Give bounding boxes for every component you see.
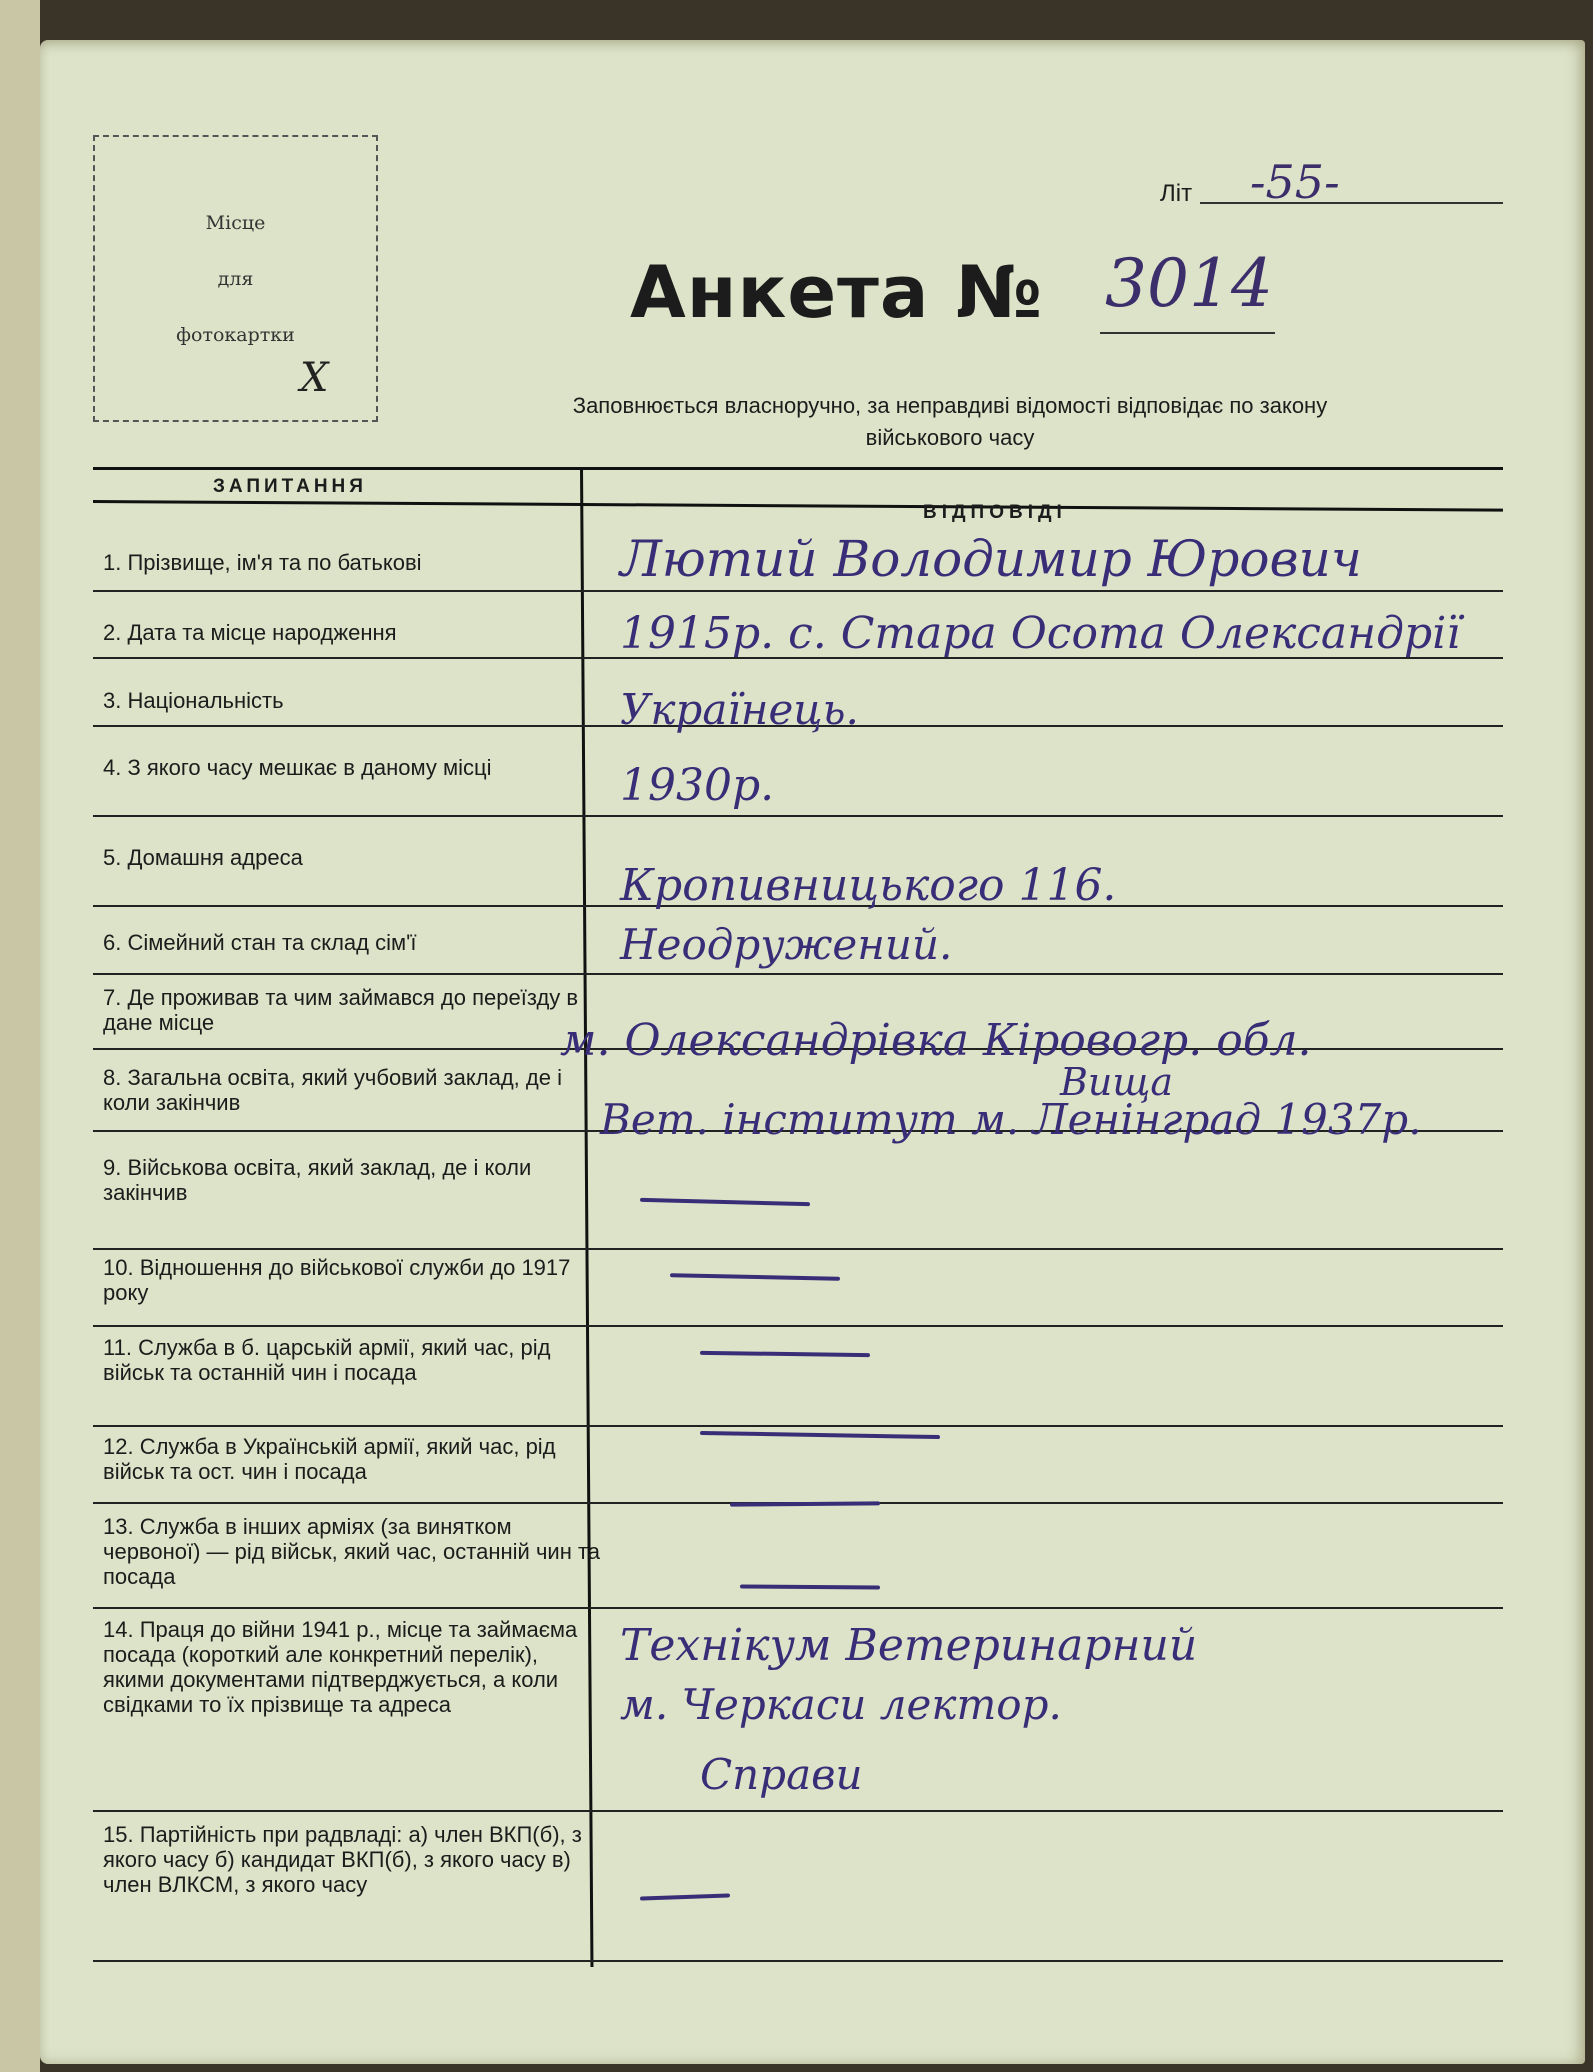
answer-work-line1: Технікум Ветеринарний <box>620 1620 1198 1671</box>
answer-address: Кропивницького 116. <box>620 860 1117 911</box>
question-label: 8. Загальна освіта, який учбовий заклад, де і коли закінчив <box>103 1065 562 1115</box>
answer-dash <box>730 1501 880 1506</box>
photo-label-line1: Місце <box>205 211 266 234</box>
questionnaire-page <box>40 40 1585 2064</box>
question-label: 10. Відношення до військової служби до 1917 року <box>103 1255 571 1305</box>
subtitle <box>400 390 1500 454</box>
answer-dash <box>670 1273 840 1281</box>
answer-dash <box>640 1893 730 1900</box>
subtitle-line1: Заповнюється власноручно, за неправдиві відомості відповідає по закону <box>572 393 1328 418</box>
row-line <box>93 1425 1503 1427</box>
question-label: 1. Прізвище, ім'я та по батькові <box>103 550 422 575</box>
photo-label-line2: для <box>217 267 254 290</box>
form-number-underline <box>1100 332 1275 334</box>
row-line <box>93 973 1503 975</box>
photo-mark: Х <box>300 355 329 401</box>
row-line <box>93 815 1503 817</box>
previous-page-edge <box>0 0 40 2072</box>
row-line <box>93 1248 1503 1250</box>
answer-since: 1930р. <box>620 760 775 811</box>
questions-header: ЗАПИТАННЯ <box>213 476 367 497</box>
row-line <box>93 1607 1503 1609</box>
answer-education-level: Вища <box>1060 1060 1174 1104</box>
lit-label: Літ <box>1160 180 1193 207</box>
question-label: 11. Служба в б. царській армії, який час, рід військ та останній чин і посада <box>103 1335 551 1385</box>
photo-placeholder <box>93 135 378 422</box>
table-header <box>93 467 1503 530</box>
answer-work-line2: м. Черкаси лектор. <box>620 1680 1062 1729</box>
question-label: 7. Де проживав та чим займався до переїзду в дане місце <box>103 985 579 1035</box>
row-line <box>93 1325 1503 1327</box>
question-label: 6. Сімейний стан та склад сім'ї <box>103 930 417 955</box>
subtitle-line2: військового часу <box>865 425 1035 450</box>
answer-dash <box>740 1585 880 1590</box>
answer-birth: 1915р. с. Стара Осота Олександрії <box>620 608 1461 659</box>
lit-value: -55- <box>1250 155 1340 209</box>
row-line <box>93 590 1503 592</box>
question-label: 13. Служба в інших арміях (за винятком червоної) — рід військ, який час, останній чин та посада <box>103 1514 601 1589</box>
answers-header: ВІДПОВІДІ <box>923 502 1067 523</box>
answer-dash <box>700 1351 870 1357</box>
question-label: 9. Військова освіта, який заклад, де і коли закінчив <box>103 1155 532 1205</box>
answer-dash <box>640 1198 810 1206</box>
lit-underline <box>1200 202 1503 204</box>
answer-nationality: Українець. <box>620 685 859 734</box>
answer-education: Вет. інститут м. Ленінград 1937р. <box>600 1095 1422 1144</box>
photo-label-line3: фотокартки <box>176 323 295 346</box>
form-number: 3014 <box>1105 245 1273 322</box>
answer-full-name: Лютий Володимир Юрович <box>620 530 1362 588</box>
answer-family: Неодружений. <box>620 920 953 969</box>
question-label: 5. Домашня адреса <box>103 845 303 870</box>
question-label: 12. Служба в Українській армії, який час, рід військ та ост. чин і посада <box>103 1434 556 1484</box>
row-line <box>93 1810 1503 1812</box>
question-label: 2. Дата та місце народження <box>103 620 397 645</box>
page-title: Анкета № <box>630 250 1044 334</box>
row-line <box>93 1960 1503 1962</box>
question-label: 15. Партійність при радвладі: а) член ВКП(б), з якого часу б) кандидат ВКП(б), з якого часу в) член ВЛКСМ, з якого часу <box>103 1822 582 1897</box>
answer-dash <box>700 1431 940 1439</box>
question-label: 3. Національність <box>103 688 284 713</box>
question-label: 14. Праця до війни 1941 р., місце та займаєма посада (короткий але конкретний перелік), якими документами підтверджується, а коли свідками то їх прізвище та адреса <box>103 1617 578 1717</box>
answer-previous-residence: м. Олександрівка Кіровогр. обл. <box>560 1015 1312 1066</box>
answer-work-line3: Справи <box>700 1750 863 1799</box>
question-label: 4. З якого часу мешкає в даному місці <box>103 755 492 780</box>
header-divider <box>93 500 1503 512</box>
